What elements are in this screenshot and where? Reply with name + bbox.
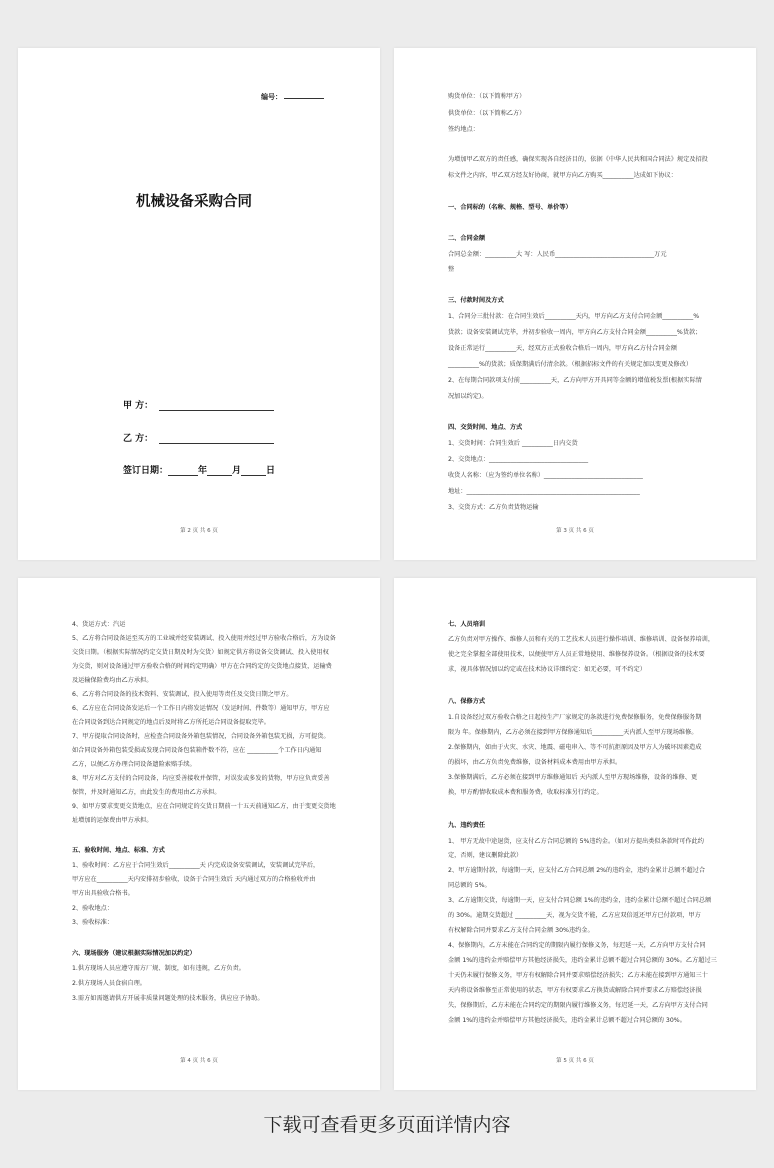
text-line: 2、在每期合同款项支付前__________天，乙方向甲方开具同等金额的增值税发票(根据实际情 [448, 377, 702, 384]
section-heading: 五、验收时间、地点、标准、方式 [72, 847, 165, 854]
party-b-label: 乙 方： [123, 434, 154, 444]
text-line: 3、验收标准： [72, 919, 114, 926]
text-line: 设备正常运行__________天，经双方正式验收合格后一周内，甲方向乙方付合同金额 [448, 345, 677, 352]
text-line: 甲方应在__________天内安排初步验收，设备于合同生效后 天内通过双方的合格验收并由 [72, 876, 316, 883]
page-footer: 第 2 页 共 6 页 [180, 528, 218, 534]
text-line: 为增加甲乙双方的责任感，确保实现各自经济目的，依据《中华人民共和国合同法》规定及招投 [448, 156, 708, 163]
text-line: 3、交货方式：乙方负责货物运输 [448, 504, 539, 511]
text-line: 3.保修期满后，乙方必须在接到甲方维修通知后 天内派人至甲方现场维修，设备的维修、更 [448, 774, 698, 781]
text-line: 1、交货时间：合同生效后 __________日内交货 [448, 440, 578, 447]
text-line: 签约地点： [448, 126, 479, 133]
text-line: 金额 1%的违约金并赔偿甲方其他经济损失，违约金累计总额不超过合同总额的 30%。乙方超过三 [448, 957, 717, 964]
text-line: 交货日期。（根据实际情况约定交货日期及时为交货）如规定供方将设备交货调试、投入使用权 [72, 649, 329, 656]
year-label: 年 [198, 466, 208, 476]
text-line: 为交货，则对设备通过甲方验收合格的时间约定明确）甲方在合同约定的交货地点接货，运输费 [72, 663, 332, 670]
text-line: 址增加的运保费由甲方承担。 [72, 817, 153, 824]
sign-date-row [123, 463, 275, 476]
section-heading: 七、人员培训 [448, 621, 486, 628]
text-line: 供货单位：（以下简称乙方） [448, 110, 526, 117]
text-line: 标文件之内容，甲乙双方经友好协商，就甲方向乙方购买__________达成如下协议： [448, 172, 677, 179]
page-footer: 第 5 页 共 6 页 [556, 1058, 594, 1064]
text-line: 1.供方现场人员应遵守需方厂规、制度，如有违规，乙方负责。 [72, 965, 245, 972]
text-line: 4、保修期内，乙方未能在合同约定的期限内履行保修义务，每迟延一天，乙方向甲方支付合同 [448, 942, 706, 949]
section-heading: 四、交货时间、地点、方式 [448, 424, 523, 431]
text-line: 换，甲方酌情收取成本费和服务费，收取标准另行约定。 [448, 789, 603, 796]
text-line: 金额 1%的违约金并赔偿甲方其他经济损失，违约金累计总额不超过合同总额的 30%。 [448, 1017, 686, 1024]
document-page-3 [18, 578, 380, 1090]
document-page-2 [394, 48, 756, 560]
text-line: 甲方出具验收合格书。 [72, 890, 134, 897]
party-a-label: 甲 方： [123, 401, 154, 411]
contract-title: 机械设备采购合同 [136, 194, 252, 210]
text-line: 4、货运方式：汽运 [72, 621, 126, 628]
text-line: 地址：________________________________________________________ [448, 488, 640, 495]
section-heading: 九、违约责任 [448, 822, 486, 829]
month-line [207, 466, 232, 476]
section-heading: 六、现场服务（建议根据实际情况加以约定） [72, 950, 196, 957]
text-line: 1、验收时间：乙方应于合同生效后__________天 内完成设备安装调试，安装调试完毕后， [72, 862, 320, 869]
contract-number-label: 编号： [261, 93, 282, 101]
text-line: 收货人名称：（应为签约单位名称）________________________________ [448, 472, 643, 479]
text-line: 2.供方现场人员食宿自理。 [72, 980, 146, 987]
text-line: 3、乙方逾期交货，每逾期一天，应支付合同总额 1%的违约金，违约金累计总额不超过合同总额 [448, 897, 712, 904]
contract-number-line [284, 98, 324, 99]
text-line: 况加以约定)。 [448, 393, 488, 400]
sign-date-label: 签订日期： [123, 466, 169, 476]
text-line: 6、乙方应在合同设备发运后一个工作日内将发运情况（发运时间、件数等）通知甲方，甲方应 [72, 705, 330, 712]
text-line: 1、 甲方无故中途退货，应支付乙方合同总额的 5%违约金。（如对方提出类似条款时可作此约 [448, 838, 704, 845]
text-line: 乙方，以便乙方办理合同设备遗险索赔手续。 [72, 761, 196, 768]
text-line: 3.需方如需邀请供方开展非质量问题处理的技术服务，供应应予协助。 [72, 995, 264, 1002]
text-line: 及运输保险费均由乙方承担。 [72, 677, 153, 684]
party-b-line [159, 434, 274, 444]
text-line: 合同总金额：__________大 写：人民币________________________________万元 [448, 251, 667, 258]
text-line: 1.自设备经过双方验收合格之日起按生产厂家规定的条款进行免费保修服务，免费保修服务期 [448, 714, 702, 721]
text-line: 使之完全掌握全部使用技术，以便使甲方人员正常地使用、维修保养设备。（根据设备的技术要 [448, 651, 705, 658]
text-line: 5、乙方将合同设备运至买方的工业城并经安装调试、投入使用并经过甲方验收合格后，方为设备 [72, 635, 336, 642]
text-line: 的 30%。逾期交货超过 __________天，视为交货不能，乙方应双倍返还甲方已付款项，甲方 [448, 912, 701, 919]
year-line [168, 466, 198, 476]
text-line: 限为 年。保修期内，乙方必须在接到甲方保修通知后__________天内派人至甲方现场维修。 [448, 729, 698, 736]
document-page-cover [18, 48, 380, 560]
text-line: 有权解除合同并要求乙方支付合同金额 30%违约金。 [448, 927, 594, 934]
text-line: 2、甲方逾期付款，每逾期一天，应支付乙方合同总额 2%的违约金，违约金累计总额不超过合 [448, 867, 706, 874]
text-line: 1、合同分三批付款：在合同生效后__________天内，甲方向乙方支付合同金额__________% [448, 313, 700, 320]
text-line: 2、验收地点： [72, 905, 114, 912]
text-line: 在合同设备到达合同规定的地点后及时将乙方所托运合同设备提取完毕。 [72, 719, 270, 726]
text-line: 天内将设备维修至正常使用的状态，甲方有权要求乙方换货或解除合同并要求乙方赔偿经济损 [448, 987, 702, 994]
day-label: 日 [266, 466, 276, 476]
text-line: 8、甲方对乙方支付的合同设备，均应妥善接收并保管，对误发或多发的货物，甲方应负责妥善 [72, 775, 330, 782]
text-line: 7、甲方提取合同设备时，应检查合同设备外箱包装情况，合同设备外箱包装无损，方可提货。 [72, 733, 330, 740]
month-label: 月 [232, 466, 242, 476]
text-line: 9、如甲方要求变更交货地点，应在合同规定的交货日期前一十五天前通知乙方，由于变更交货地 [72, 803, 336, 810]
text-line: 如合同设备外箱包装受损或发现合同设备包装箱件数不符，应在 __________个工作日内通知 [72, 747, 322, 754]
section-heading: 二、合同金额 [448, 235, 486, 242]
text-line: 失，保修期后，乙方未能在合同约定的期限内履行维修义务，每迟延一天，乙方向甲方支付合同 [448, 1002, 708, 1009]
section-heading: 三、付款时间及方式 [448, 297, 504, 304]
text-line: __________%的货款；质保期满后付清余款。（根据招标文件的有关规定加以变更及修改） [448, 361, 693, 368]
text-line: 十天仍未履行保修义务，甲方有权解除合同并要求赔偿经济损失；乙方未能在接到甲方通知三十 [448, 972, 708, 979]
text-line: 货款；设备安装调试完毕，并初步验收一周内，甲方向乙方支付合同金额__________%货款； [448, 329, 702, 336]
contract-number [261, 92, 324, 102]
section-heading: 八、保修方式 [448, 698, 486, 705]
party-a-row [123, 398, 274, 411]
text-line: 的损坏，由乙方负责免费维修，设备材料成本费用由甲方承担。 [448, 759, 622, 766]
document-page-4 [394, 578, 756, 1090]
text-line: 2.保修期内，如由于火灾、水灾、地震、磁电串入、等不可抗拒原因及甲方人为破坏因素造成 [448, 744, 702, 751]
text-line: 定，否则，建议删除此款） [448, 852, 523, 859]
page-footer: 第 4 页 共 6 页 [180, 1058, 218, 1064]
party-b-row [123, 431, 274, 444]
text-line: 6、乙方将合同设备的技术资料、安装调试、投入使用等责任及交货日期之甲方。 [72, 691, 293, 698]
page-footer: 第 3 页 共 6 页 [556, 528, 594, 534]
text-line: 求，视具体情况加以约定或在技术协议详细约定：如无必要，可不约定） [448, 666, 646, 673]
day-line [241, 466, 266, 476]
text-line: 乙方负责对甲方操作、维修人员和有关的工艺技术人员进行操作培训、维修培训、设备保养培训， [448, 636, 715, 643]
text-line: 同总额的 5%。 [448, 882, 491, 889]
text-line: 保管，并及时通知乙方，由此发生的费用由乙方承担。 [72, 789, 221, 796]
party-a-line [159, 401, 274, 411]
text-line: 整 [448, 266, 455, 273]
download-caption: 下载可查看更多页面详情内容 [263, 1114, 511, 1136]
section-heading: 一、合同标的（名称、规格、型号、单价等） [448, 204, 572, 211]
text-line: 购货单位：（以下简称甲方） [448, 93, 526, 100]
text-line: 2、交货地点：________________________________ [448, 456, 589, 463]
